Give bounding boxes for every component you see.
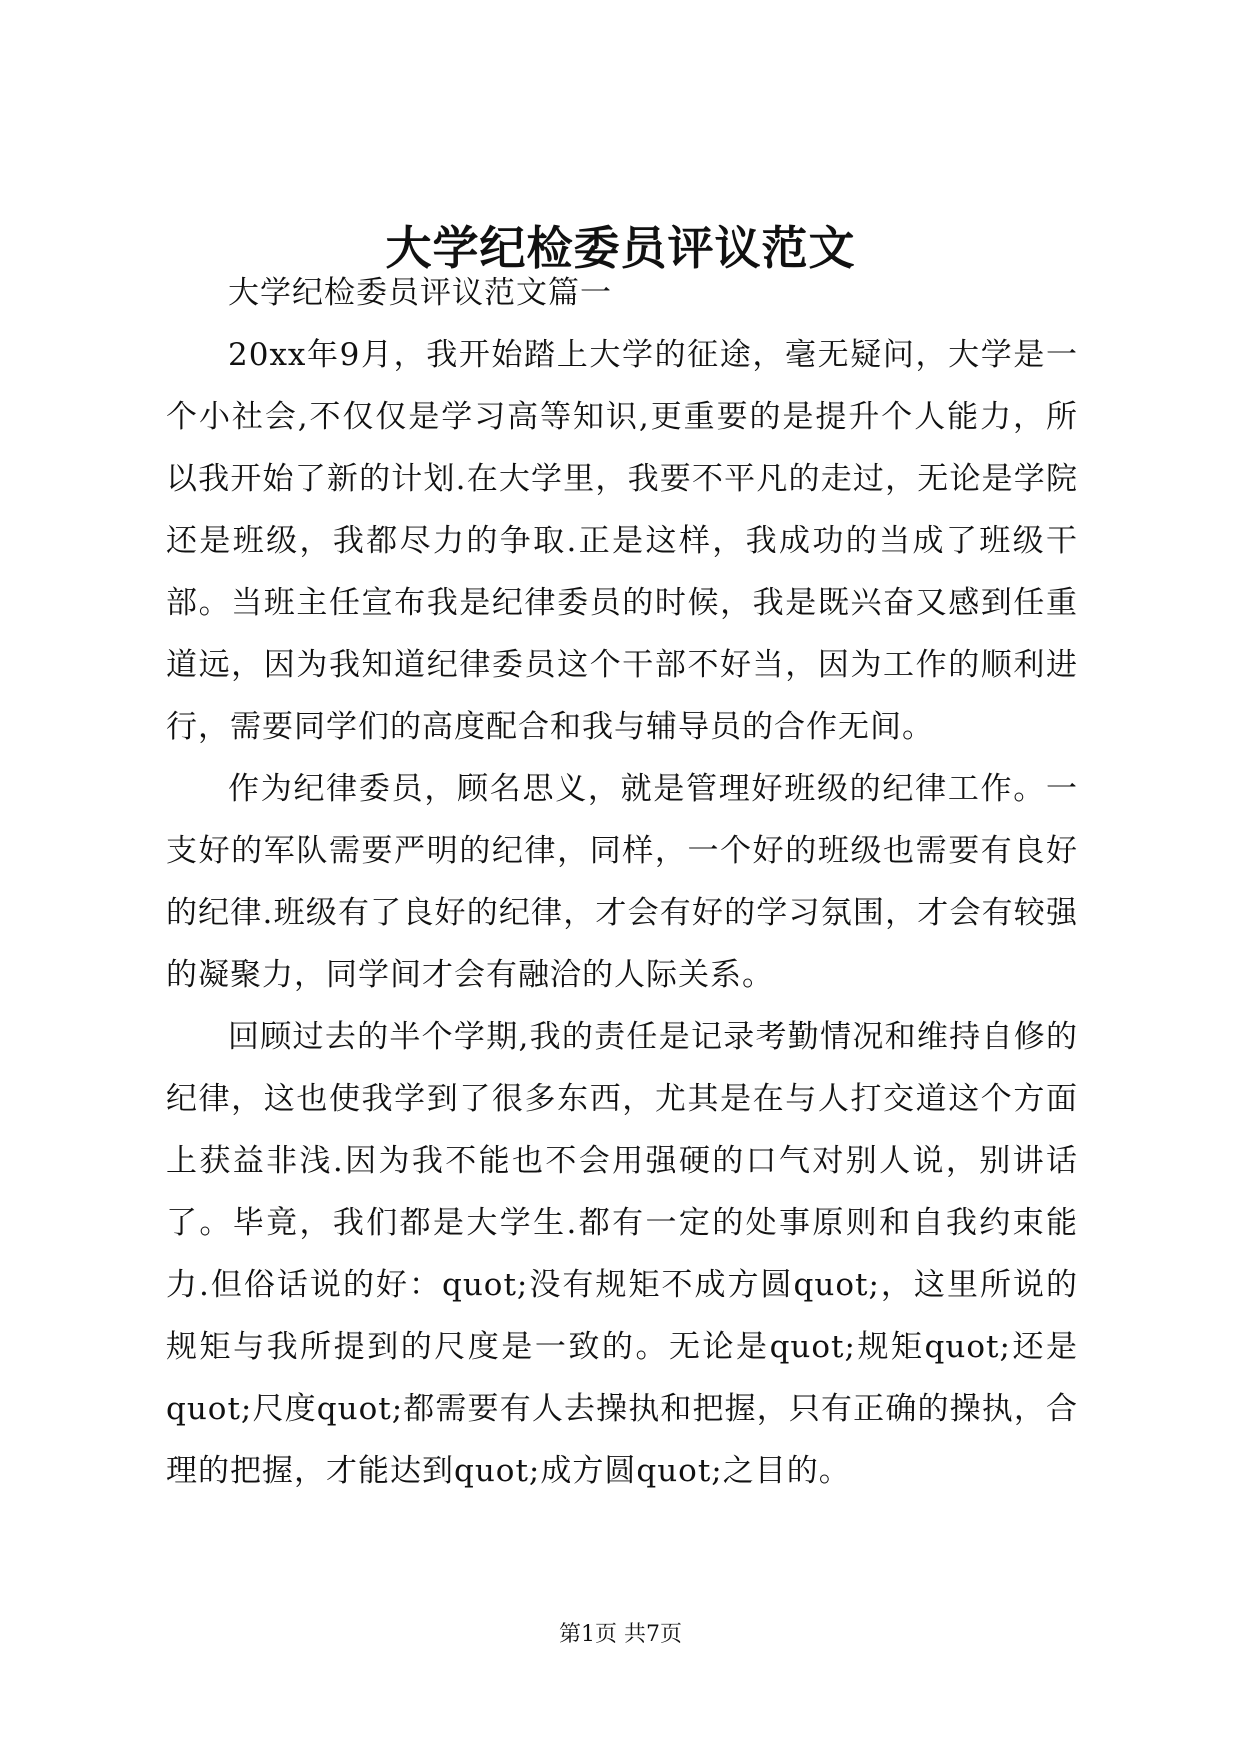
page-footer: 第1页 共7页 <box>559 1622 682 1647</box>
section-heading: 大学纪检委员评议范文篇一 <box>228 275 612 311</box>
document-title: 大学纪检委员评议范文 <box>385 221 856 275</box>
paragraph-1: 20xx年9月，我开始踏上大学的征途，毫无疑问，大学是一个小社会,不仅仅是学习高等知识,更重要的是提升个人能力，所以我开始了新的计划.在大学里，我要不平凡的走过，无论是学院还是班级，我都尽力的争取.正是这样，我成功的当成了班级干部。当班主任宣布我是纪律委员的时候，我是既兴奋又感到任重道远，因为我知道纪律委员这个干部不好当，因为工作的顺利进行，需要同学们的高度配合和我与辅导员的合作无间。 <box>166 337 1078 745</box>
paragraph-3: 回顾过去的半个学期,我的责任是记录考勤情况和维持自修的纪律，这也使我学到了很多东西，尤其是在与人打交道这个方面上获益非浅.因为我不能也不会用强硬的口气对别人说，别讲话了。毕竟，我们都是大学生.都有一定的处事原则和自我约束能力.但俗话说的好：quot;没有规矩不成方圆quot;，这里所说的规矩与我所提到的尺度是一致的。无论是quot;规矩quot;还是quot;尺度quot;都需要有人去操执和把握，只有正确的操执，合理的把握，才能达到quot;成方圆quot;之目的。 <box>166 1019 1078 1489</box>
paragraph-2: 作为纪律委员，顾名思义，就是管理好班级的纪律工作。一支好的军队需要严明的纪律，同样，一个好的班级也需要有良好的纪律.班级有了良好的纪律，才会有好的学习氛围，才会有较强的凝聚力，同学间才会有融洽的人际关系。 <box>166 771 1078 993</box>
document-body <box>166 262 1078 1502</box>
